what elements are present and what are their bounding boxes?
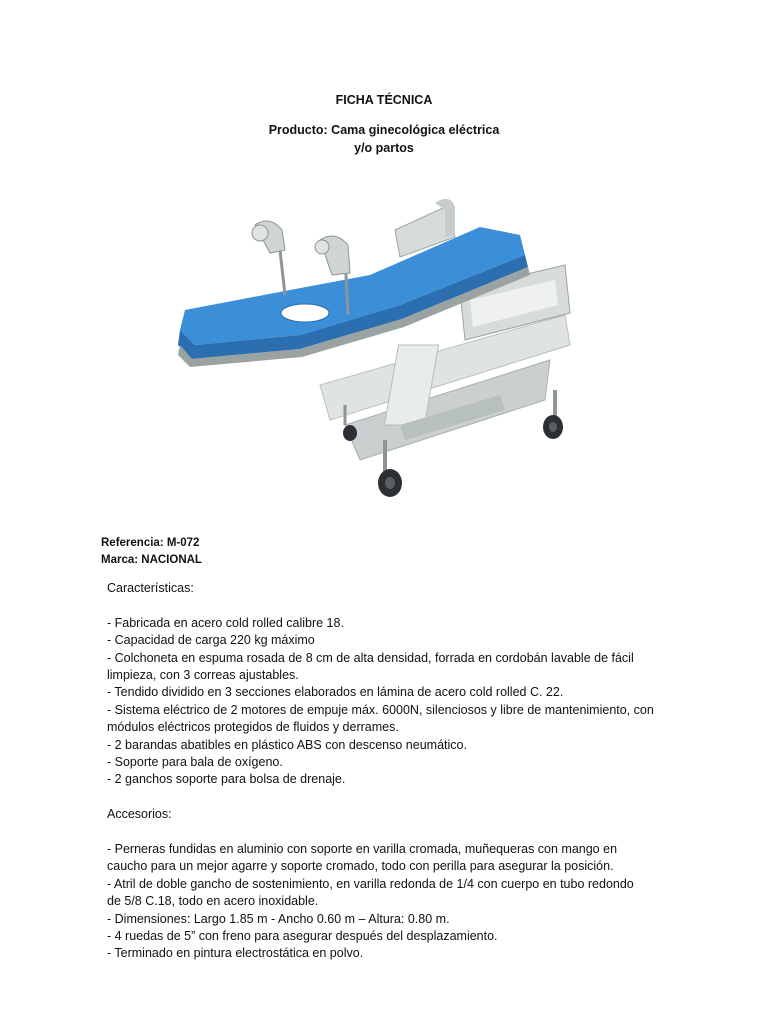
product-name-line-1: Producto: Cama ginecológica eléctrica — [268, 123, 500, 137]
product-name — [0, 121, 768, 157]
product-meta — [101, 535, 202, 569]
accessories-line: - Atril de doble gancho de sostenimiento, en varilla redonda de 1/4 con cuerpo en tubo redondo — [107, 876, 634, 891]
characteristics-heading: Características: — [107, 581, 194, 595]
characteristics-line: - 2 barandas abatibles en plástico ABS con descenso neumático. — [107, 737, 467, 752]
accessories-line: - Dimensiones: Largo 1.85 m - Ancho 0.60 m – Altura: 0.80 m. — [107, 911, 450, 926]
characteristics-line: - Colchoneta en espuma rosada de 8 cm de alta densidad, forrada en cordobán lavable de fácil — [107, 650, 634, 665]
accessories-line: - Perneras fundidas en aluminio con soporte en varilla cromada, muñequeras con mango en — [107, 842, 618, 857]
accessories-line: - 4 ruedas de 5” con freno para asegurar después del desplazamiento. — [107, 929, 498, 944]
document-title: FICHA TÉCNICA — [335, 93, 433, 107]
accessories-line: de 5/8 C.18, todo en acero inoxidable. — [107, 894, 319, 909]
characteristics-line: limpieza, con 3 correas ajustables. — [107, 668, 299, 683]
characteristics-line: módulos eléctricos protegidos de fluidos y derrames. — [107, 720, 399, 735]
brand-name: Marca: NACIONAL — [101, 554, 202, 566]
accessories-line: caucho para un mejor agarre y soporte cromado, todo con perilla para asegurar la posición. — [107, 859, 614, 874]
technical-description — [107, 580, 687, 963]
characteristics-line: - Capacidad de carga 220 kg máximo — [107, 633, 315, 648]
characteristics-line: - 2 ganchos soporte para bolsa de drenaje. — [107, 772, 346, 787]
characteristics-line: - Sistema eléctrico de 2 motores de empuje máx. 6000N, silenciosos y libre de mantenimiento, con — [107, 702, 654, 717]
characteristics-line: - Fabricada en acero cold rolled calibre 18. — [107, 615, 344, 630]
accessories-line: - Terminado en pintura electrostática en polvo. — [107, 946, 364, 961]
product-name-line-2: y/o partos — [354, 141, 414, 155]
characteristics-line: - Soporte para bala de oxígeno. — [107, 755, 283, 770]
reference-code: Referencia: M-072 — [101, 537, 200, 549]
characteristics-line: - Tendido dividido en 3 secciones elaborados en lámina de acero cold rolled C. 22. — [107, 685, 564, 700]
accessories-heading: Accesorios: — [107, 807, 172, 822]
product-image-gynecological-bed — [170, 195, 580, 505]
